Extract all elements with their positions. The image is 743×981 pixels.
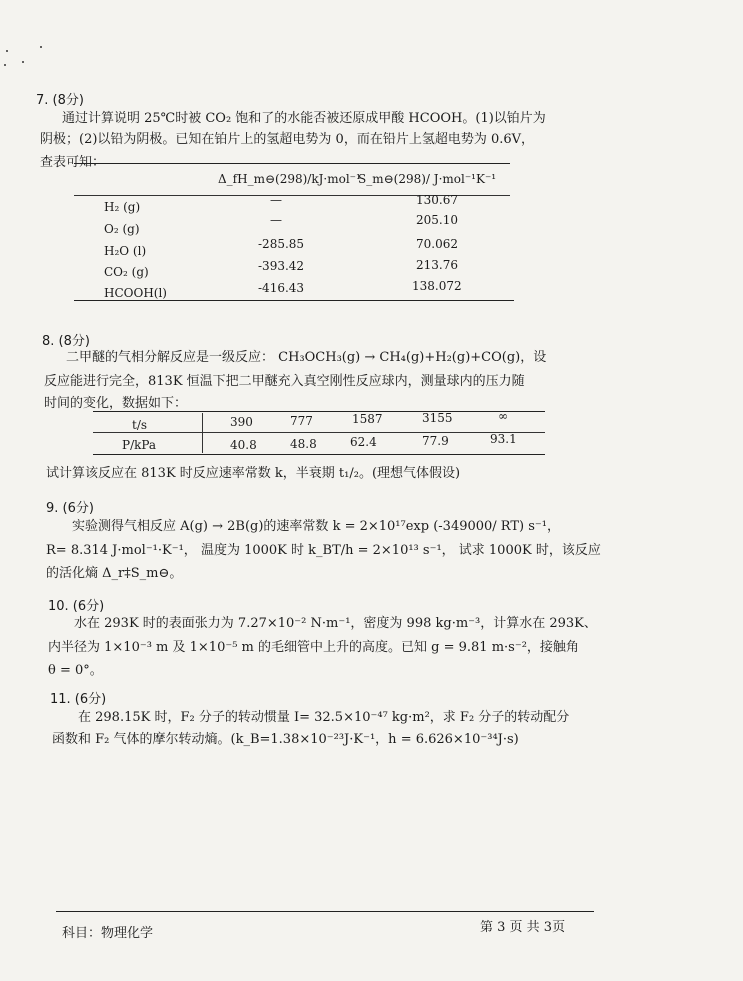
q7-header-entropy: S_m⊖(298)/ J·mol⁻¹K⁻¹ [358,172,497,186]
q8-p-value: 77.9 [422,434,449,448]
q8-p-value: 48.8 [290,437,317,451]
q8-t-value: 3155 [422,411,453,425]
q7-row-entropy: 138.072 [412,279,462,293]
q8-text-line2: 反应能进行完全，813K 恒温下把二甲醚充入真空刚性反应球内，测量球内的压力随 [44,374,525,389]
q9-text-line3: 的活化熵 Δ_r‡S_m⊖。 [46,566,183,581]
q8-text-line3: 时间的变化，数据如下： [44,396,188,411]
scan-speck [22,61,24,63]
q7-text-line3: 查表可知： [40,155,106,170]
q7-row-species: CO₂ (g) [104,265,149,279]
q10-text-line2: 内半径为 1×10⁻³ m 及 1×10⁻⁵ m 的毛细管中上升的高度。已知 g = 9.81 m·s⁻²，接触角 [48,640,579,655]
q7-text-line1: 通过计算说明 25℃时被 CO₂ 饱和了的水能否被还原成甲酸 HCOOH。(1)以铂片为 [62,111,546,126]
q7-row-species: O₂ (g) [104,222,140,236]
q11-text-line1: 在 298.15K 时，F₂ 分子的转动惯量 I= 32.5×10⁻⁴⁷ kg·m²，求 F₂ 分子的转动配分 [78,710,570,725]
q7-row-species: H₂O (l) [104,244,147,258]
q7-header-enthalpy: Δ_fH_m⊖(298)/kJ·mol⁻¹ [218,172,361,186]
q10-number: 10. (6分) [48,599,105,614]
q11-number: 11. (6分) [50,692,107,707]
q7-text-line2: 阴极；(2)以铅为阴极。已知在铂片上的氢超电势为 0，而在铅片上氢超电势为 0.6V， [40,132,535,147]
q7-row-enthalpy: — [270,193,282,207]
q7-number: 7. (8分) [36,93,84,108]
q8-p-value: 40.8 [230,438,257,452]
q8-number: 8. (8分) [42,334,90,349]
q7-row-entropy: 205.10 [416,213,458,227]
q10-text-line1: 水在 293K 时的表面张力为 7.27×10⁻² N·m⁻¹，密度为 998 kg·m⁻³，计算水在 293K、 [74,616,597,631]
q8-text-line4: 试计算该反应在 813K 时反应速率常数 k，半衰期 t₁/₂。(理想气体假设) [46,466,461,481]
q8-label-time: t/s [132,418,148,432]
q8-t-value: ∞ [498,409,508,423]
q11-text-line2: 函数和 F₂ 气体的摩尔转动熵。(k_B=1.38×10⁻²³J·K⁻¹，h = 6.626×10⁻³⁴J·s) [52,732,519,747]
q7-row-entropy: 130.67 [416,193,458,207]
q8-label-pressure: P/kPa [122,438,157,452]
q7-row-enthalpy: -416.43 [258,281,305,295]
q9-text-line1: 实验测得气相反应 A(g) → 2B(g)的速率常数 k = 2×10¹⁷exp (-349000/ RT) s⁻¹， [72,519,560,534]
q7-row-entropy: 213.76 [416,258,458,272]
scan-speck [6,50,8,52]
q9-text-line2: R= 8.314 J·mol⁻¹·K⁻¹， 温度为 1000K 时 k_BT/h = 2×10¹³ s⁻¹， 试求 1000K 时，该反应 [46,543,601,558]
q7-row-enthalpy: -285.85 [258,237,305,251]
footer-subject: 科目：物理化学 [62,926,154,941]
q8-t-value: 777 [290,414,313,428]
scan-speck [40,46,42,48]
q7-row-enthalpy: — [270,213,282,227]
q8-p-value: 62.4 [350,435,377,449]
q8-t-value: 1587 [352,412,383,426]
footer-rule [56,911,594,912]
q7-row-enthalpy: -393.42 [258,259,305,273]
footer-page-number: 第 3 页 共 3页 [480,920,566,935]
q8-text-line1: 二甲醚的气相分解反应是一级反应： CH₃OCH₃(g) → CH₄(g)+H₂(g)+CO(g)，设 [66,350,547,365]
q7-row-species: H₂ (g) [104,200,141,214]
q7-row-species: HCOOH(l) [104,286,167,300]
q8-t-value: 390 [230,415,253,429]
scan-speck [4,64,6,66]
q7-row-entropy: 70.062 [416,237,458,251]
q8-p-value: 93.1 [490,432,517,446]
q9-number: 9. (6分) [46,501,94,516]
q10-text-line3: θ = 0°。 [48,663,103,678]
